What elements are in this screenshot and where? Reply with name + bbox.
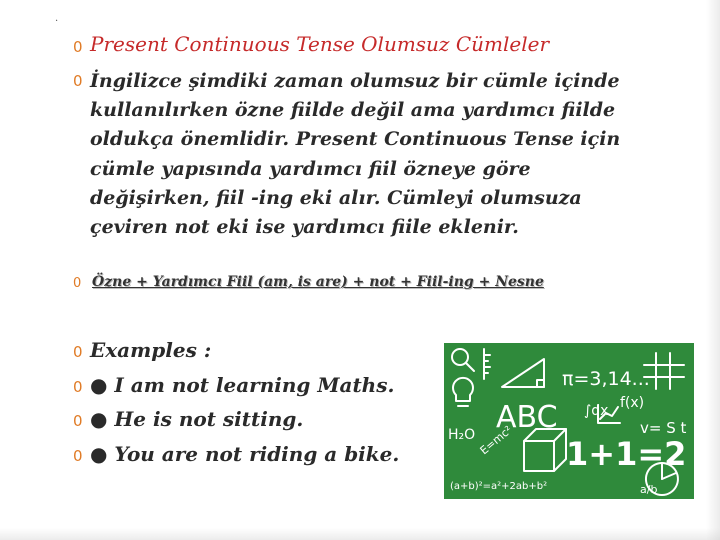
paragraph-line: İngilizce şimdiki zaman olumsuz bir cümle içinde <box>90 70 620 92</box>
chalkboard-drawing <box>444 343 694 499</box>
math-chalkboard-image <box>444 343 694 499</box>
example-sentence: ● You are not riding a bike. <box>90 442 400 466</box>
h2o-formula: H₂O <box>448 427 476 443</box>
pi-formula: π=3,14... <box>562 368 650 390</box>
slide-edge-shadow-right <box>706 0 720 540</box>
energy-formula: E=mc² <box>477 423 515 458</box>
paragraph-line: cümle yapısında yardımcı fiil özneye göre <box>90 157 531 180</box>
examples-heading: Examples : <box>90 338 212 362</box>
bullet-paragraph: 0 <box>73 72 83 90</box>
bullet-formula: 0 <box>73 276 82 291</box>
paragraph-line: değişirken, fiil -ing eki alır. Cümleyi olumsuza <box>90 186 582 209</box>
bullet-example-0: 0 <box>73 343 83 361</box>
velocity-formula: v= S t <box>640 419 687 437</box>
cube-icon <box>524 441 554 471</box>
explanation-paragraph <box>90 67 655 242</box>
paragraph-line: kullanılırken özne fiilde değil ama yardımcı fiilde <box>90 99 616 122</box>
fx-text: f(x) <box>620 395 645 411</box>
lightbulb-icon <box>453 378 473 401</box>
bullet-example-1: 0 <box>73 378 83 396</box>
paragraph-line: oldukça önemlidir. Present Continuous Tense için <box>90 128 621 151</box>
ratio-text: a/b <box>640 483 658 496</box>
corner-mark: . <box>55 13 59 24</box>
slide-title: Present Continuous Tense Olumsuz Cümleler <box>90 32 550 56</box>
integral-text: ∫dx <box>584 403 609 419</box>
example-sentence: ● I am not learning Maths. <box>90 373 395 397</box>
bullet-example-3: 0 <box>73 447 83 465</box>
sentence-formula: Özne + Yardımcı Fiil (am, is are) + not + Fiil-ing + Nesne <box>92 274 544 290</box>
bullet-title: 0 <box>73 38 83 56</box>
sum-formula: 1+1=2 <box>566 435 687 473</box>
bullet-example-2: 0 <box>73 412 83 430</box>
slide-edge-shadow-bottom <box>0 528 720 540</box>
abc-text: ABC <box>496 400 558 435</box>
paragraph-line: çeviren not eki ise yardımcı fiile eklenir. <box>90 216 519 239</box>
square-formula: (a+b)²=a²+2ab+b² <box>450 481 548 492</box>
example-sentence: ● He is not sitting. <box>90 407 304 431</box>
